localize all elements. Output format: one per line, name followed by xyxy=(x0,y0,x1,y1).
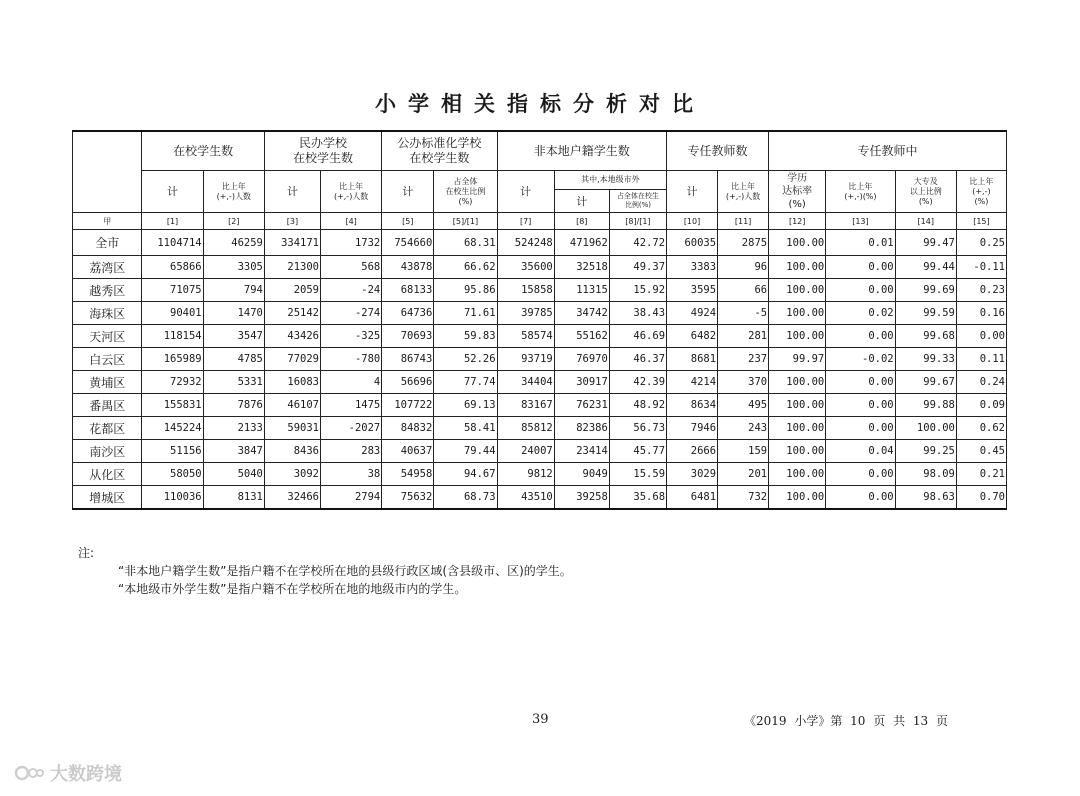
table-cell: 15.92 xyxy=(609,279,666,302)
table-cell: -780 xyxy=(321,348,382,371)
table-cell: 99.25 xyxy=(895,440,956,463)
district-name-cell: 增城区 xyxy=(73,486,142,510)
column-index-cell: [2] xyxy=(203,213,264,230)
table-cell: 3595 xyxy=(667,279,718,302)
table-cell: 83167 xyxy=(497,394,554,417)
table-cell: 4214 xyxy=(667,371,718,394)
table-cell: 0.00 xyxy=(826,417,895,440)
table-cell: 732 xyxy=(718,486,769,510)
table-cell: 0.62 xyxy=(956,417,1006,440)
table-cell: 21300 xyxy=(264,256,320,279)
table-cell: 32518 xyxy=(554,256,609,279)
table-cell: 99.88 xyxy=(895,394,956,417)
table-cell: 56696 xyxy=(382,371,434,394)
table-cell: 70693 xyxy=(382,325,434,348)
table-row xyxy=(73,440,1007,463)
header-change-people: 比上年 (+,-)人数 xyxy=(321,171,382,213)
table-cell: 99.97 xyxy=(769,348,826,371)
table-cell: 71.61 xyxy=(434,302,497,325)
table-cell: 334171 xyxy=(264,230,320,256)
header-of-which-outside: 其中,本地级市外 xyxy=(554,171,666,190)
page-title: 小学相关指标分析对比 xyxy=(375,92,705,116)
header-private-school-students: 民办学校 在校学生数 xyxy=(264,131,381,171)
table-cell: 0.45 xyxy=(956,440,1006,463)
table-row xyxy=(73,394,1007,417)
table-row xyxy=(73,325,1007,348)
table-cell: 76970 xyxy=(554,348,609,371)
table-cell: 0.00 xyxy=(826,279,895,302)
table-cell: 471962 xyxy=(554,230,609,256)
table-cell: 15858 xyxy=(497,279,554,302)
table-cell: 100.00 xyxy=(769,486,826,510)
table-cell: -325 xyxy=(321,325,382,348)
table-cell: 52.26 xyxy=(434,348,497,371)
area-header xyxy=(73,131,142,213)
table-row xyxy=(73,417,1007,440)
table-cell: 39258 xyxy=(554,486,609,510)
header-total: 计 xyxy=(497,171,554,213)
table-cell: 24007 xyxy=(497,440,554,463)
table-cell: 100.00 xyxy=(769,417,826,440)
column-index-cell: [11] xyxy=(718,213,769,230)
header-total: 计 xyxy=(142,171,203,213)
table-cell: 201 xyxy=(718,463,769,486)
table-cell: 99.67 xyxy=(895,371,956,394)
table-cell: 68.73 xyxy=(434,486,497,510)
table-cell: 94.67 xyxy=(434,463,497,486)
table-cell: 1732 xyxy=(321,230,382,256)
watermark xyxy=(14,760,122,786)
table-cell: 281 xyxy=(718,325,769,348)
table-cell: -0.11 xyxy=(956,256,1006,279)
table-cell: 40637 xyxy=(382,440,434,463)
table-cell: 34404 xyxy=(497,371,554,394)
table-row-total xyxy=(73,230,1007,256)
header-total: 计 xyxy=(667,171,718,213)
indicator-table xyxy=(72,130,1007,510)
table-cell: 58.41 xyxy=(434,417,497,440)
table-cell: 3305 xyxy=(203,256,264,279)
table-cell: 85812 xyxy=(497,417,554,440)
table-cell: 100.00 xyxy=(769,230,826,256)
table-cell: 4 xyxy=(321,371,382,394)
table-cell: 56.73 xyxy=(609,417,666,440)
table-cell: 100.00 xyxy=(769,325,826,348)
table-cell: 0.00 xyxy=(826,486,895,510)
table-row xyxy=(73,348,1007,371)
column-index-cell: [12] xyxy=(769,213,826,230)
table-cell: 99.69 xyxy=(895,279,956,302)
table-cell: 60035 xyxy=(667,230,718,256)
table-cell: 8436 xyxy=(264,440,320,463)
table-cell: 59.83 xyxy=(434,325,497,348)
table-cell: 42.72 xyxy=(609,230,666,256)
table-cell: 0.00 xyxy=(826,256,895,279)
table-cell: 66 xyxy=(718,279,769,302)
table-cell: 495 xyxy=(718,394,769,417)
table-cell: 165989 xyxy=(142,348,203,371)
table-cell: 794 xyxy=(203,279,264,302)
table-row xyxy=(73,486,1007,510)
table-cell: 3547 xyxy=(203,325,264,348)
table-cell: 79.44 xyxy=(434,440,497,463)
table-cell: 7876 xyxy=(203,394,264,417)
header-ratio-small: 占全体在校生 比例(%) xyxy=(609,190,666,213)
table-cell: 1475 xyxy=(321,394,382,417)
table-cell: -5 xyxy=(718,302,769,325)
table-cell: 4785 xyxy=(203,348,264,371)
table-cell: 100.00 xyxy=(769,279,826,302)
district-name-cell: 黄埔区 xyxy=(73,371,142,394)
district-name-cell: 荔湾区 xyxy=(73,256,142,279)
table-cell: 0.21 xyxy=(956,463,1006,486)
table-cell: 370 xyxy=(718,371,769,394)
table-cell: 69.13 xyxy=(434,394,497,417)
header-teachers-detail: 专任教师中 xyxy=(769,131,1007,171)
table-cell: 243 xyxy=(718,417,769,440)
table-cell: 15.59 xyxy=(609,463,666,486)
table-cell: 0.09 xyxy=(956,394,1006,417)
column-index-cell: [10] xyxy=(667,213,718,230)
table-cell: 96 xyxy=(718,256,769,279)
table-cell: 46.69 xyxy=(609,325,666,348)
table-cell: -2027 xyxy=(321,417,382,440)
table-cell: 2794 xyxy=(321,486,382,510)
table-cell: 54958 xyxy=(382,463,434,486)
table-cell: 0.02 xyxy=(826,302,895,325)
table-cell: 46.37 xyxy=(609,348,666,371)
header-enrolled-students: 在校学生数 xyxy=(142,131,264,171)
page-footer-info: 《2019 小学》第 10 页 共 13 页 xyxy=(744,714,948,728)
district-name-cell: 番禺区 xyxy=(73,394,142,417)
table-cell: 65866 xyxy=(142,256,203,279)
watermark-text: 大数跨境 xyxy=(50,764,122,785)
notes xyxy=(78,544,572,598)
table-row xyxy=(73,256,1007,279)
table-row xyxy=(73,463,1007,486)
notes-label: 注: xyxy=(78,546,95,560)
table-cell: 77.74 xyxy=(434,371,497,394)
table-cell: 524248 xyxy=(497,230,554,256)
table-cell: 46107 xyxy=(264,394,320,417)
table-cell: 35.68 xyxy=(609,486,666,510)
table-cell: 0.00 xyxy=(826,463,895,486)
table-cell: 82386 xyxy=(554,417,609,440)
column-index-cell: [4] xyxy=(321,213,382,230)
table-cell: 0.11 xyxy=(956,348,1006,371)
column-index-cell: [5]/[1] xyxy=(434,213,497,230)
table-cell: 30917 xyxy=(554,371,609,394)
column-index-cell: [7] xyxy=(497,213,554,230)
table-cell: 43510 xyxy=(497,486,554,510)
district-name-cell: 天河区 xyxy=(73,325,142,348)
district-name-cell: 白云区 xyxy=(73,348,142,371)
table-cell: 237 xyxy=(718,348,769,371)
table-cell: 0.25 xyxy=(956,230,1006,256)
table-cell: 754660 xyxy=(382,230,434,256)
table-cell: 100.00 xyxy=(895,417,956,440)
table-cell: 1104714 xyxy=(142,230,203,256)
header-total: 计 xyxy=(382,171,434,213)
table-cell: 2133 xyxy=(203,417,264,440)
table-cell: 98.63 xyxy=(895,486,956,510)
column-index-row xyxy=(73,213,1007,230)
table-cell: 2059 xyxy=(264,279,320,302)
table-row xyxy=(73,279,1007,302)
column-index-cell: [8]/[1] xyxy=(609,213,666,230)
table-cell: 99.47 xyxy=(895,230,956,256)
table-cell: -24 xyxy=(321,279,382,302)
table-cell: 71075 xyxy=(142,279,203,302)
table-cell: 0.00 xyxy=(826,325,895,348)
header-standard-public-students: 公办标准化学校 在校学生数 xyxy=(382,131,497,171)
table-cell: 55162 xyxy=(554,325,609,348)
table-cell: 38 xyxy=(321,463,382,486)
column-index-cell: 甲 xyxy=(73,213,142,230)
table-cell: 68133 xyxy=(382,279,434,302)
district-name-cell: 从化区 xyxy=(73,463,142,486)
table-cell: -274 xyxy=(321,302,382,325)
header-change-people: 比上年 (+,-)人数 xyxy=(718,171,769,213)
table-cell: 9049 xyxy=(554,463,609,486)
table-cell: -0.02 xyxy=(826,348,895,371)
table-cell: 3092 xyxy=(264,463,320,486)
table-cell: 0.23 xyxy=(956,279,1006,302)
table-cell: 99.68 xyxy=(895,325,956,348)
note-line-1: “非本地户籍学生数”是指户籍不在学校所在地的县级行政区域(含县级市、区)的学生。 xyxy=(118,564,572,578)
table-cell: 9812 xyxy=(497,463,554,486)
table-cell: 58574 xyxy=(497,325,554,348)
table-cell: 99.33 xyxy=(895,348,956,371)
table-cell: 0.04 xyxy=(826,440,895,463)
table-cell: 0.01 xyxy=(826,230,895,256)
table-cell: 155831 xyxy=(142,394,203,417)
table-cell: 6481 xyxy=(667,486,718,510)
table-cell: 145224 xyxy=(142,417,203,440)
table-cell: 32466 xyxy=(264,486,320,510)
watermark-logo-icon xyxy=(14,762,44,784)
table-cell: 2875 xyxy=(718,230,769,256)
table-cell: 0.16 xyxy=(956,302,1006,325)
table-cell: 38.43 xyxy=(609,302,666,325)
table-cell: 0.00 xyxy=(826,371,895,394)
table-cell: 43426 xyxy=(264,325,320,348)
table-cell: 42.39 xyxy=(609,371,666,394)
table-cell: 100.00 xyxy=(769,371,826,394)
table-cell: 48.92 xyxy=(609,394,666,417)
header-total: 计 xyxy=(264,171,320,213)
header-ratio-all: 占全体 在校生比例 (%) xyxy=(434,171,497,213)
table-cell: 159 xyxy=(718,440,769,463)
header-college-ratio: 大专及 以上比例 (%) xyxy=(895,171,956,213)
table-cell: 16083 xyxy=(264,371,320,394)
header-change-pct2: 比上年 (+,-) (%) xyxy=(956,171,1006,213)
table-cell: 51156 xyxy=(142,440,203,463)
header-total: 计 xyxy=(554,190,609,213)
table-cell: 110036 xyxy=(142,486,203,510)
table-cell: 59031 xyxy=(264,417,320,440)
table-cell: 568 xyxy=(321,256,382,279)
table-cell: 76231 xyxy=(554,394,609,417)
column-index-cell: [5] xyxy=(382,213,434,230)
table-cell: 68.31 xyxy=(434,230,497,256)
table-cell: 77029 xyxy=(264,348,320,371)
table-row xyxy=(73,302,1007,325)
table-cell: 99.44 xyxy=(895,256,956,279)
table-cell: 4924 xyxy=(667,302,718,325)
table-cell: 100.00 xyxy=(769,302,826,325)
table-cell: 72932 xyxy=(142,371,203,394)
table-cell: 45.77 xyxy=(609,440,666,463)
header-change-people: 比上年 (+,-)人数 xyxy=(203,171,264,213)
table-cell: 7946 xyxy=(667,417,718,440)
table-cell: 3383 xyxy=(667,256,718,279)
district-name-cell: 海珠区 xyxy=(73,302,142,325)
table-cell: 90401 xyxy=(142,302,203,325)
table-cell: 8634 xyxy=(667,394,718,417)
table-cell: 107722 xyxy=(382,394,434,417)
column-index-cell: [13] xyxy=(826,213,895,230)
column-index-cell: [3] xyxy=(264,213,320,230)
table-cell: 66.62 xyxy=(434,256,497,279)
page-number: 39 xyxy=(532,712,549,727)
table-cell: 46259 xyxy=(203,230,264,256)
table-cell: 8131 xyxy=(203,486,264,510)
district-name-cell: 越秀区 xyxy=(73,279,142,302)
table-cell: 283 xyxy=(321,440,382,463)
header-edu-rate: 学历 达标率 (%) xyxy=(769,171,826,213)
table-cell: 100.00 xyxy=(769,463,826,486)
column-index-cell: [15] xyxy=(956,213,1006,230)
table-cell: 93719 xyxy=(497,348,554,371)
note-line-2: “本地级市外学生数”是指户籍不在学校所在地的地级市内的学生。 xyxy=(118,582,467,596)
table-cell: 99.59 xyxy=(895,302,956,325)
table-cell: 100.00 xyxy=(769,394,826,417)
table-cell: 58050 xyxy=(142,463,203,486)
table-cell: 95.86 xyxy=(434,279,497,302)
table-cell: 5040 xyxy=(203,463,264,486)
table-cell: 0.24 xyxy=(956,371,1006,394)
column-index-cell: [8] xyxy=(554,213,609,230)
table-cell: 11315 xyxy=(554,279,609,302)
table-cell: 64736 xyxy=(382,302,434,325)
table-cell: 35600 xyxy=(497,256,554,279)
table-cell: 2666 xyxy=(667,440,718,463)
table-cell: 75632 xyxy=(382,486,434,510)
table-cell: 0.00 xyxy=(826,394,895,417)
table-cell: 43878 xyxy=(382,256,434,279)
header-nonlocal-students: 非本地户籍学生数 xyxy=(497,131,666,171)
table-cell: 1470 xyxy=(203,302,264,325)
district-name-cell: 花都区 xyxy=(73,417,142,440)
table-cell: 0.00 xyxy=(956,325,1006,348)
table-body xyxy=(73,230,1007,510)
column-index-cell: [14] xyxy=(895,213,956,230)
table-cell: 84832 xyxy=(382,417,434,440)
district-name-cell: 南沙区 xyxy=(73,440,142,463)
column-index-cell: [1] xyxy=(142,213,203,230)
table-cell: 25142 xyxy=(264,302,320,325)
table-cell: 34742 xyxy=(554,302,609,325)
table-cell: 100.00 xyxy=(769,256,826,279)
table-cell: 3029 xyxy=(667,463,718,486)
table-cell: 8681 xyxy=(667,348,718,371)
table-cell: 49.37 xyxy=(609,256,666,279)
table-cell: 39785 xyxy=(497,302,554,325)
district-name-cell: 全市 xyxy=(73,230,142,256)
table-cell: 118154 xyxy=(142,325,203,348)
header-teachers: 专任教师数 xyxy=(667,131,769,171)
table-cell: 23414 xyxy=(554,440,609,463)
table-cell: 100.00 xyxy=(769,440,826,463)
table-cell: 98.09 xyxy=(895,463,956,486)
table-cell: 5331 xyxy=(203,371,264,394)
table-row xyxy=(73,371,1007,394)
table-cell: 6482 xyxy=(667,325,718,348)
table-cell: 86743 xyxy=(382,348,434,371)
table-cell: 3847 xyxy=(203,440,264,463)
table-cell: 0.70 xyxy=(956,486,1006,510)
header-change-pct: 比上年 (+,-)(%) xyxy=(826,171,895,213)
